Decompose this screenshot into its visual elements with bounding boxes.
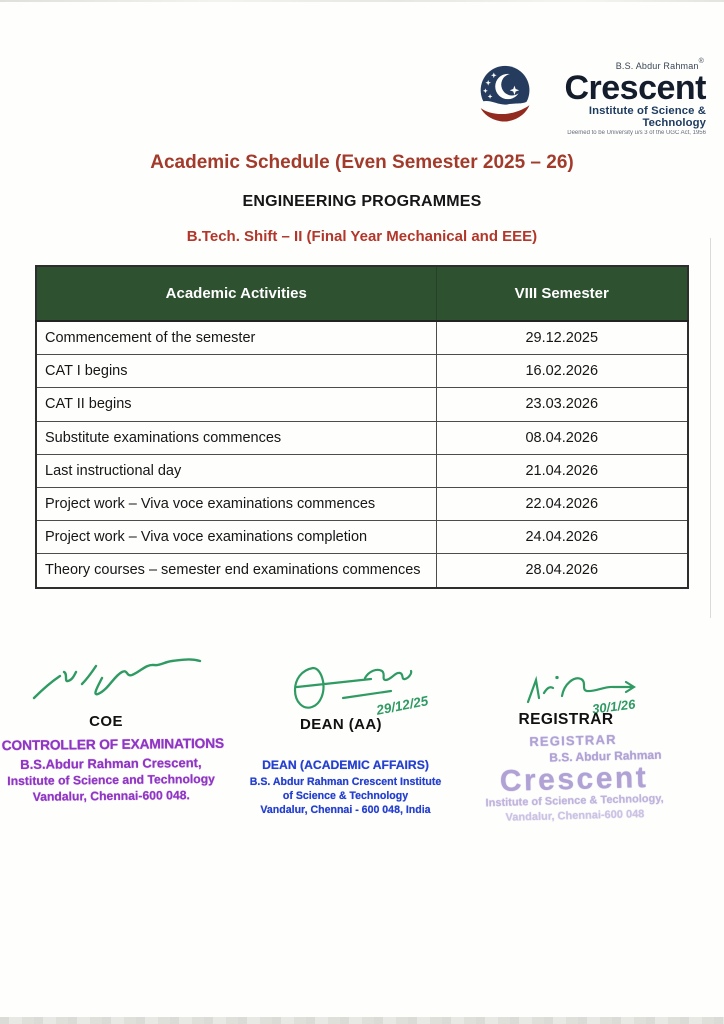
scan-edge-right xyxy=(710,238,711,618)
date-cell: 08.04.2026 xyxy=(436,421,688,454)
table-row xyxy=(36,454,688,487)
stamp-line: Institute of Science & Technology, xyxy=(485,793,664,810)
schedule-table xyxy=(35,265,689,589)
stamp-line: Crescent xyxy=(499,761,649,799)
dean-label: DEAN (AA) xyxy=(300,716,382,733)
table-row xyxy=(36,388,688,421)
logo-brand-small-text: B.S. Abdur Rahman xyxy=(615,61,699,71)
institute-logo xyxy=(476,58,706,136)
table-row xyxy=(36,521,688,554)
activity-cell: Substitute examinations commences xyxy=(36,421,436,454)
logo-tagline: Deemed to be University u/s 3 of the UGC Act, 1956 xyxy=(567,130,706,136)
dean-stamp xyxy=(248,758,443,817)
activity-cell: CAT I begins xyxy=(36,355,436,388)
table-row xyxy=(36,554,688,588)
coe-signature xyxy=(28,650,218,706)
headings-block xyxy=(0,152,724,245)
stamp-line: DEAN (ACADEMIC AFFAIRS) xyxy=(262,758,429,772)
registrar-signature-date: 30/1/26 xyxy=(591,696,637,717)
stamp-line: B.S. Abdur Rahman xyxy=(549,747,662,765)
scan-edge-top xyxy=(0,0,724,2)
activity-cell: Project work – Viva voce examinations completion xyxy=(36,521,436,554)
table-row xyxy=(36,421,688,454)
batch-heading: B.Tech. Shift – II (Final Year Mechanical and EEE) xyxy=(186,228,538,245)
logo-text-block xyxy=(538,58,706,136)
semester-column-header: VIII Semester xyxy=(436,266,688,321)
activity-cell: Commencement of the semester xyxy=(36,321,436,355)
activity-cell: Theory courses – semester end examinations commences xyxy=(36,554,436,588)
registrar-stamp xyxy=(467,730,681,826)
logo-brand-name: Crescent xyxy=(564,69,706,107)
scan-edge-bottom xyxy=(0,1017,724,1024)
table-row xyxy=(36,355,688,388)
stamp-line: REGISTRAR xyxy=(529,731,617,750)
activities-column-header: Academic Activities xyxy=(36,266,436,321)
date-cell: 24.04.2026 xyxy=(436,521,688,554)
stamp-line: Vandalur, Chennai-600 048. xyxy=(32,787,190,804)
table-row xyxy=(36,321,688,355)
crescent-logo-icon xyxy=(476,64,536,124)
registrar-label: REGISTRAR xyxy=(518,711,614,728)
registered-trademark-icon: ® xyxy=(698,58,704,65)
date-cell: 29.12.2025 xyxy=(436,321,688,355)
date-cell: 16.02.2026 xyxy=(436,355,688,388)
date-cell: 28.04.2026 xyxy=(436,554,688,588)
stamp-line: of Science & Technology xyxy=(282,789,409,802)
activity-cell: CAT II begins xyxy=(36,388,436,421)
table-row xyxy=(36,487,688,520)
page-title: Academic Schedule (Even Semester 2025 – 26) xyxy=(150,152,574,173)
activity-cell: Project work – Viva voce examinations commences xyxy=(36,487,436,520)
stamp-line: Vandalur, Chennai - 600 048, India xyxy=(260,803,431,816)
stamp-line: Institute of Science and Technology xyxy=(7,771,215,788)
date-cell: 22.04.2026 xyxy=(436,487,688,520)
date-cell: 21.04.2026 xyxy=(436,454,688,487)
date-cell: 23.03.2026 xyxy=(436,388,688,421)
dean-signature-date: 29/12/25 xyxy=(375,693,430,718)
coe-label: COE xyxy=(89,713,123,730)
stamp-line: CONTROLLER OF EXAMINATIONS xyxy=(1,735,224,754)
stamp-line: B.S.Abdur Rahman Crescent, xyxy=(20,754,202,772)
programmes-heading: ENGINEERING PROGRAMMES xyxy=(242,193,482,210)
stamp-line: Vandalur, Chennai-600 048 xyxy=(505,808,645,824)
stamp-line: B.S. Abdur Rahman Crescent Institute xyxy=(249,775,442,788)
activity-cell: Last instructional day xyxy=(36,454,436,487)
table-header-row xyxy=(36,266,688,321)
coe-stamp xyxy=(1,735,224,805)
logo-institute-name: Institute of Science & Technology xyxy=(588,105,706,129)
